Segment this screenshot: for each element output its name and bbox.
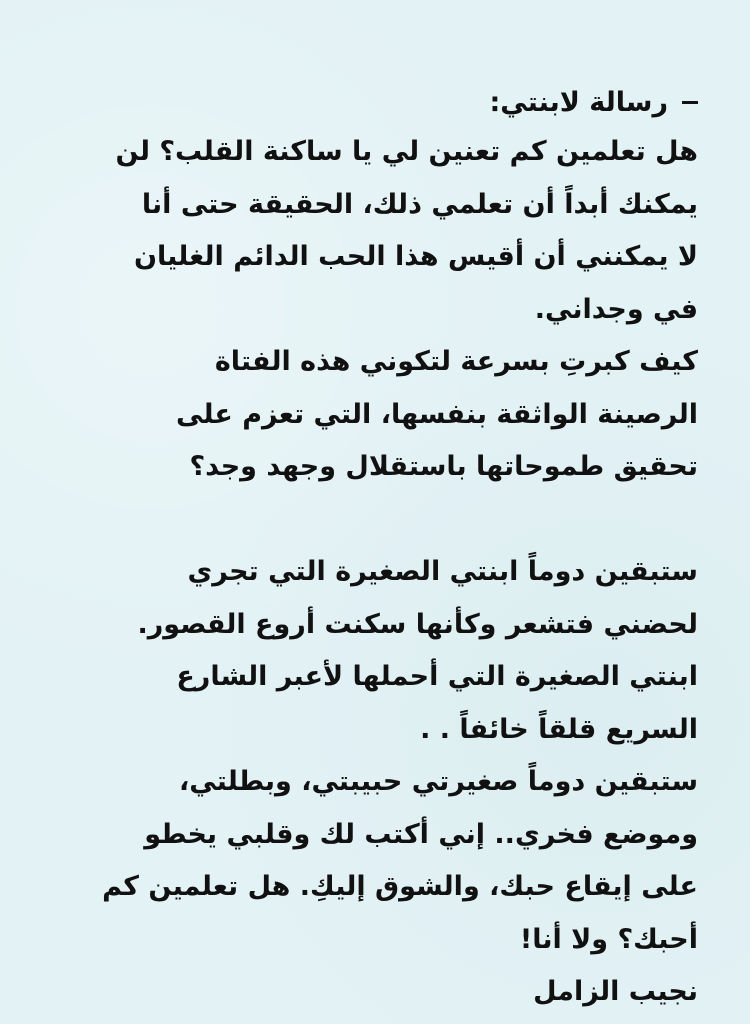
letter-body [38,78,698,1019]
text-line: ابنتي الصغيرة التي أحملها لأعبر الشارع [176,661,698,692]
text-line: السريع قلقاً خائفاً . . [420,713,698,745]
text-line: الرصينة الواثقة بنفسها، التي تعزم على [176,398,698,430]
signature: نجيب الزامل [533,976,698,1007]
text-line: كيف كبرتِ بسرعة لتكوني هذه الفتاة [214,346,698,377]
text-line: أحبك؟ ولا أنا! [519,923,698,955]
text-line: لا يمكنني أن أقيس هذا الحب الدائم الغليان [133,241,698,272]
text-line: هل تعلمين كم تعنين لي يا ساكنة القلب؟ لن [115,136,698,167]
letter-heading: رسالة لابنتي: [489,86,668,118]
blank-line [38,494,698,547]
text-line: وموضع فخري.. إني أكتب لك وقلبي يخطو [144,818,698,850]
letter-heading-row [38,78,698,126]
text-line: في وجداني. [534,293,698,325]
text-line: على إيقاع حبك، والشوق إليكِ. هل تعلمين كم [102,871,698,902]
text-line: يمكنك أبداً أن تعلمي ذلك، الحقيقة حتى أنا [141,188,698,220]
text-line: ستبقين دوماً صغيرتي حبيبتي، وبطلتي، [179,766,698,797]
text-line: تحقيق طموحاتها باستقلال وجهد وجد؟ [189,451,698,482]
text-line: لحضني فتشعر وكأنها سكنت أروع القصور. [137,608,698,640]
dash-bullet-icon [682,101,698,104]
text-line: ستبقين دوماً ابنتي الصغيرة التي تجري [187,556,698,587]
